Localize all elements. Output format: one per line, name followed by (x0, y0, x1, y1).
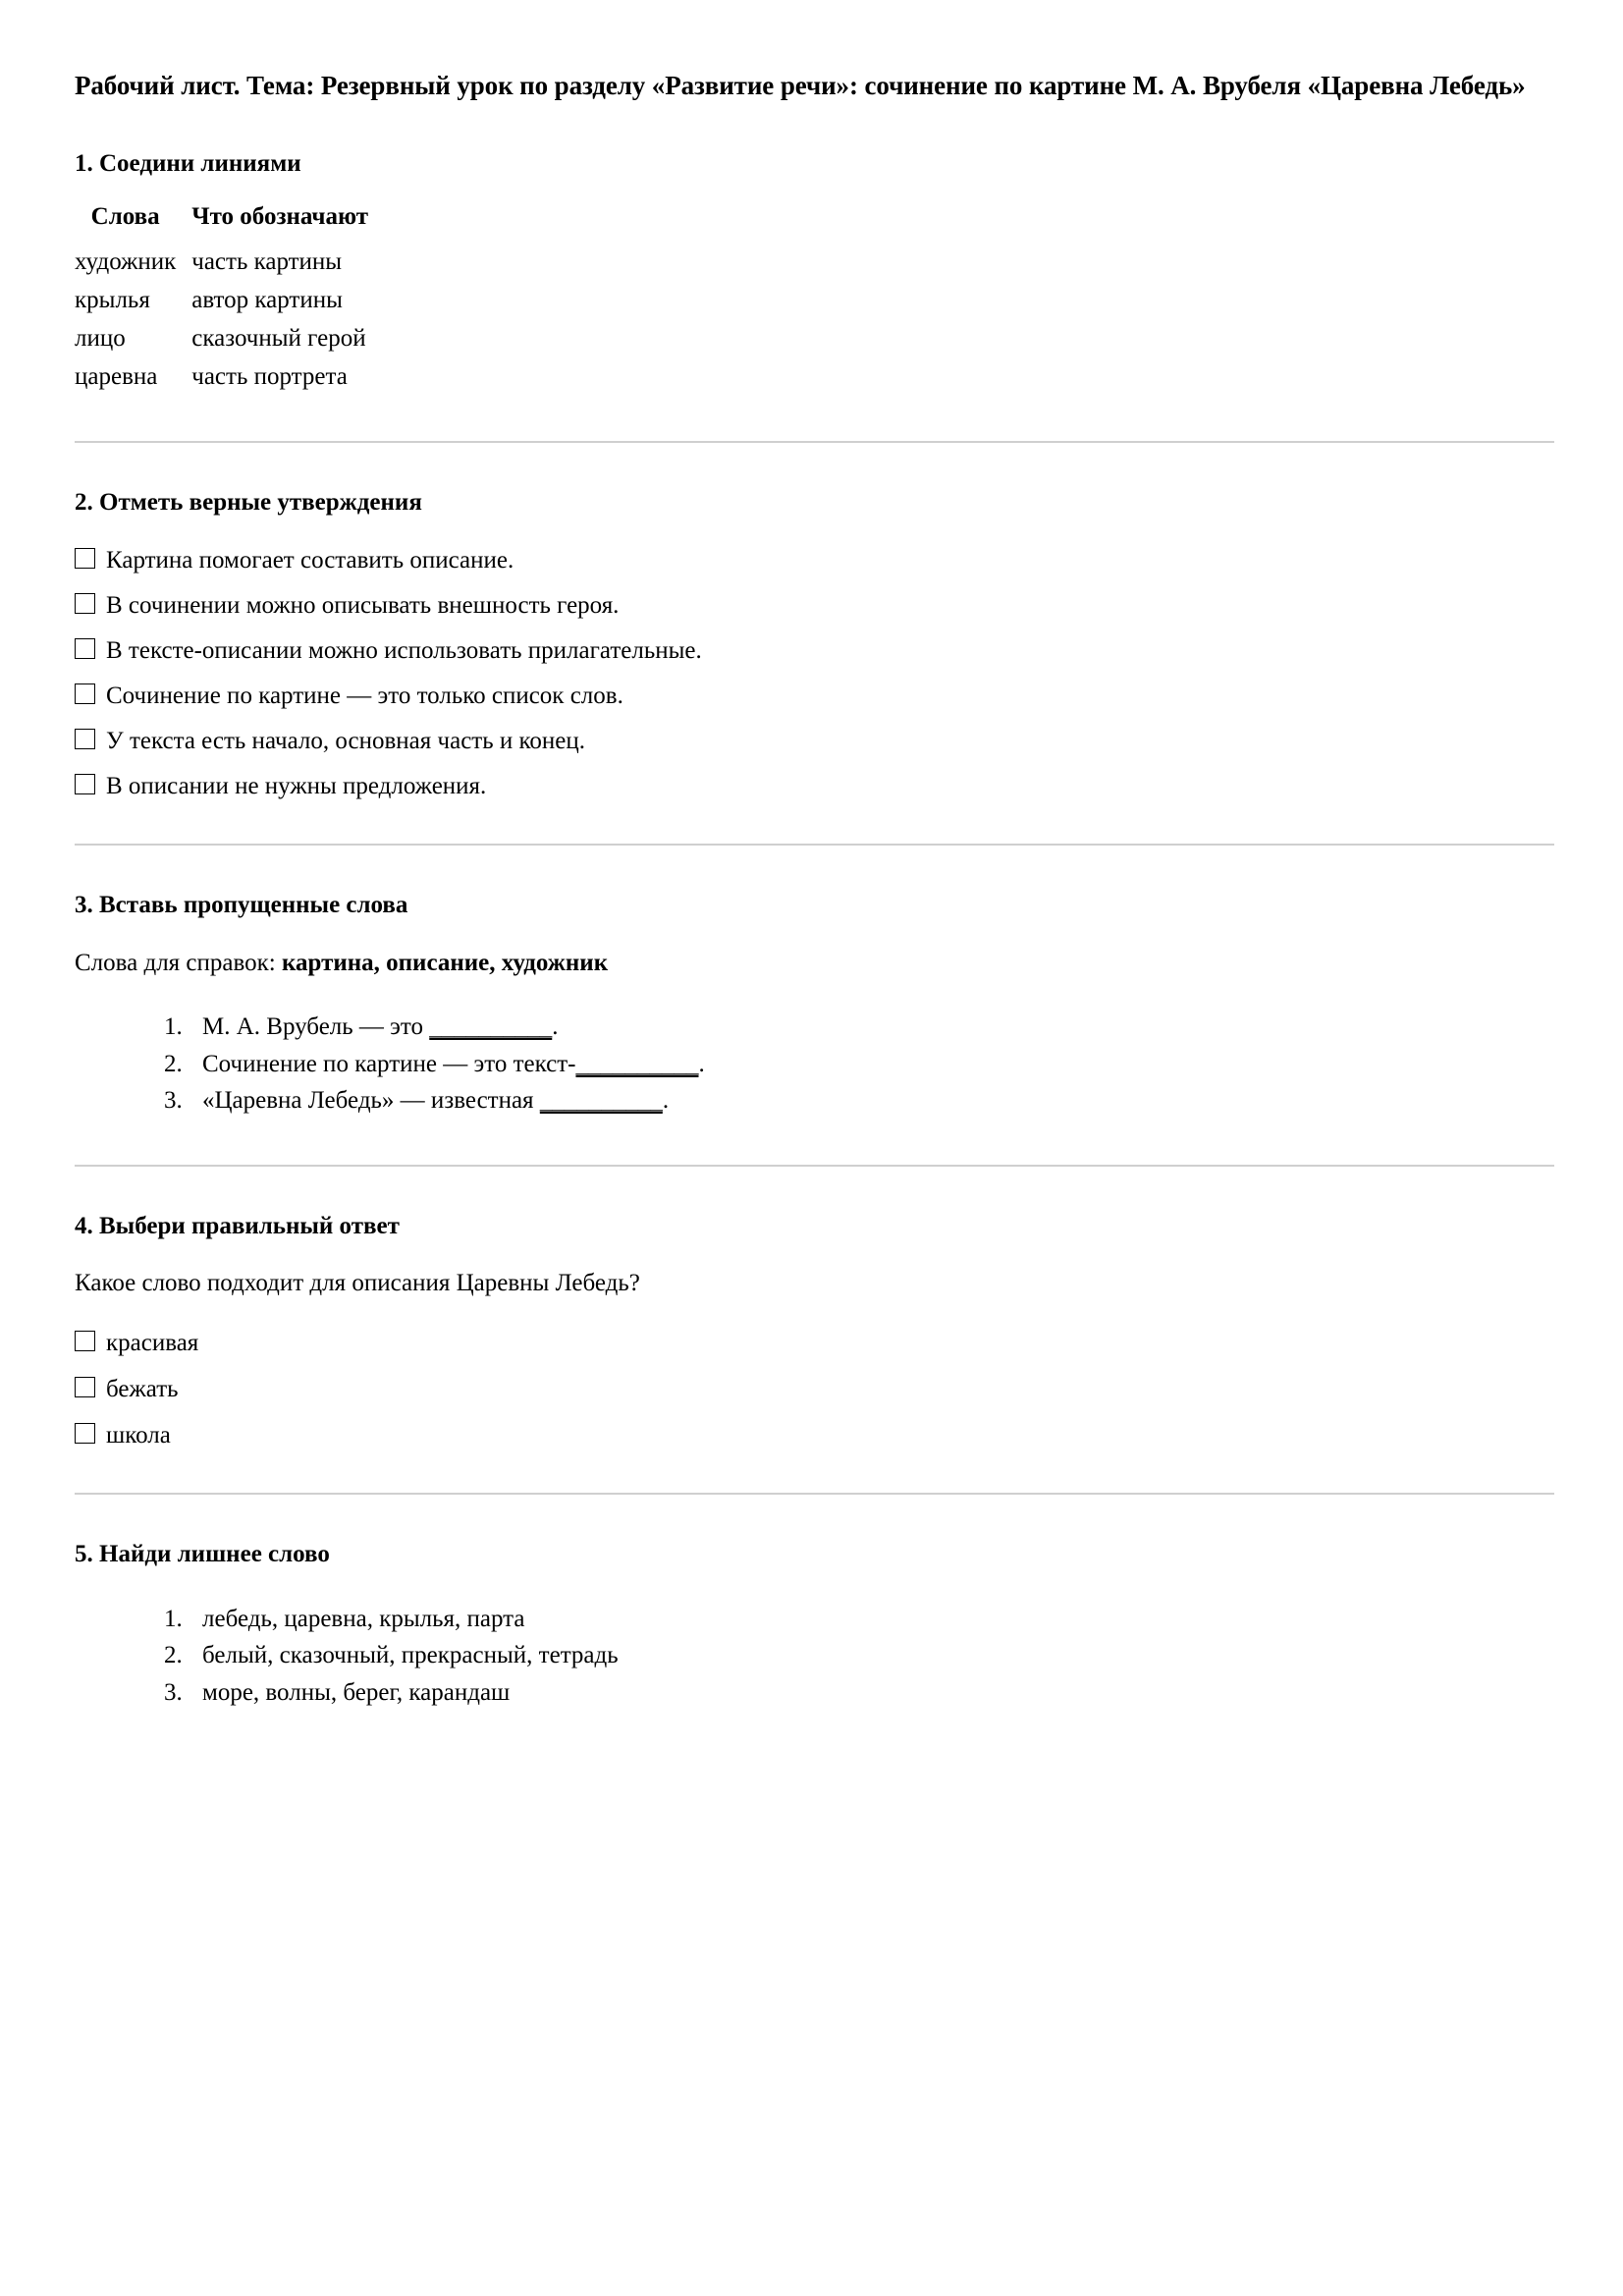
checkbox-icon[interactable] (75, 729, 95, 749)
section-divider (75, 441, 1554, 443)
meaning-cell[interactable]: часть портрета (191, 363, 348, 391)
checkbox-icon[interactable] (75, 593, 95, 614)
list-item[interactable]: 3. море, волны, берег, карандаш (189, 1674, 1554, 1712)
checkbox-icon[interactable] (75, 774, 95, 794)
table-header-row (75, 204, 368, 243)
table-row[interactable] (75, 319, 368, 357)
word-cell[interactable]: крылья (75, 287, 150, 314)
section-true-statements (75, 486, 1554, 798)
reference-words-line (75, 948, 1554, 980)
section-2-heading: 2. Отметь верные утверждения (75, 489, 422, 517)
list-item[interactable] (75, 592, 1554, 637)
list-item[interactable] (75, 773, 1554, 798)
reference-words-label: Слова для справок: (75, 949, 282, 976)
sentence-after-blank: . (698, 1050, 705, 1077)
word-cell[interactable]: лицо (75, 325, 126, 353)
section-fill-blanks (75, 889, 1554, 1120)
statement-label: В сочинении можно описывать внешность героя. (106, 591, 620, 619)
table-row[interactable] (75, 243, 368, 281)
column-header-words: Слова (90, 203, 160, 231)
answer-options-list (75, 1330, 1554, 1448)
list-item[interactable] (75, 637, 1554, 683)
section-divider (75, 844, 1554, 846)
section-1-heading: 1. Соедини линиями (75, 150, 301, 178)
section-divider (75, 1493, 1554, 1495)
statement-label: В тексте-описании можно использовать прилагательные. (106, 636, 702, 664)
list-item[interactable] (75, 547, 1554, 592)
statement-label: Сочинение по картине — это только список слов. (106, 682, 623, 709)
list-item[interactable]: 1. лебедь, царевна, крылья, парта (189, 1601, 1554, 1638)
checkbox-icon[interactable] (75, 1423, 95, 1444)
list-item[interactable] (75, 728, 1554, 773)
section-3-heading: 3. Вставь пропущенные слова (75, 891, 408, 918)
column-header-meanings: Что обозначают (191, 203, 369, 231)
word-cell[interactable]: художник (75, 248, 177, 276)
section-match-lines (75, 147, 1554, 396)
sentence-before-blank: «Царевна Лебедь» — известная (202, 1087, 540, 1115)
reference-words-value: картина, описание, художник (281, 949, 609, 976)
section-5-heading: 5. Найди лишнее слово (75, 1540, 330, 1567)
checkbox-icon[interactable] (75, 1377, 95, 1397)
list-item[interactable] (75, 1330, 1554, 1376)
word-cell[interactable]: царевна (75, 363, 158, 391)
sentence-before-blank: М. А. Врубель — это (202, 1013, 430, 1041)
list-item[interactable] (189, 1046, 1554, 1083)
checkbox-icon[interactable] (75, 548, 95, 569)
list-item[interactable] (75, 1376, 1554, 1422)
option-label: красивая (106, 1329, 199, 1356)
section-choose-answer (75, 1210, 1554, 1448)
checkbox-icon[interactable] (75, 638, 95, 659)
option-label: бежать (106, 1375, 179, 1402)
page-title: Рабочий лист. Тема: Резервный урок по разделу «Развитие речи»: сочинение по картине М. А. Врубеля «Царевна Лебедь» (75, 71, 1526, 100)
section-4-heading: 4. Выбери правильный ответ (75, 1212, 400, 1239)
statement-label: У текста есть начало, основная часть и конец. (106, 727, 585, 754)
table-row[interactable] (75, 357, 368, 396)
list-item[interactable] (189, 1082, 1554, 1120)
list-item[interactable] (75, 1422, 1554, 1448)
list-item[interactable]: 2. белый, сказочный, прекрасный, тетрадь (189, 1637, 1554, 1674)
section-odd-word-out (75, 1538, 1554, 1711)
statement-checkbox-list (75, 547, 1554, 798)
question-text: Какое слово подходит для описания Царевны Лебедь? (75, 1270, 640, 1297)
section-divider (75, 1165, 1554, 1167)
blank-field[interactable]: __________ (539, 1087, 663, 1115)
sentence-before-blank: Сочинение по картине — это текст- (202, 1050, 576, 1077)
odd-word-list (75, 1601, 1554, 1712)
blank-field[interactable]: __________ (575, 1050, 699, 1077)
meaning-cell[interactable]: сказочный герой (191, 325, 366, 353)
table-row[interactable] (75, 281, 368, 319)
list-item[interactable] (189, 1009, 1554, 1046)
fill-blank-list (75, 1009, 1554, 1120)
checkbox-icon[interactable] (75, 683, 95, 704)
sentence-after-blank: . (552, 1013, 559, 1041)
statement-label: Картина помогает составить описание. (106, 546, 514, 574)
option-label: школа (106, 1421, 171, 1449)
statement-label: В описании не нужны предложения. (106, 772, 487, 799)
blank-field[interactable]: __________ (429, 1013, 553, 1041)
checkbox-icon[interactable] (75, 1331, 95, 1351)
meaning-cell[interactable]: автор картины (191, 287, 343, 314)
list-item[interactable] (75, 683, 1554, 728)
matching-table (75, 204, 368, 396)
sentence-after-blank: . (662, 1087, 670, 1115)
meaning-cell[interactable]: часть картины (191, 248, 343, 276)
